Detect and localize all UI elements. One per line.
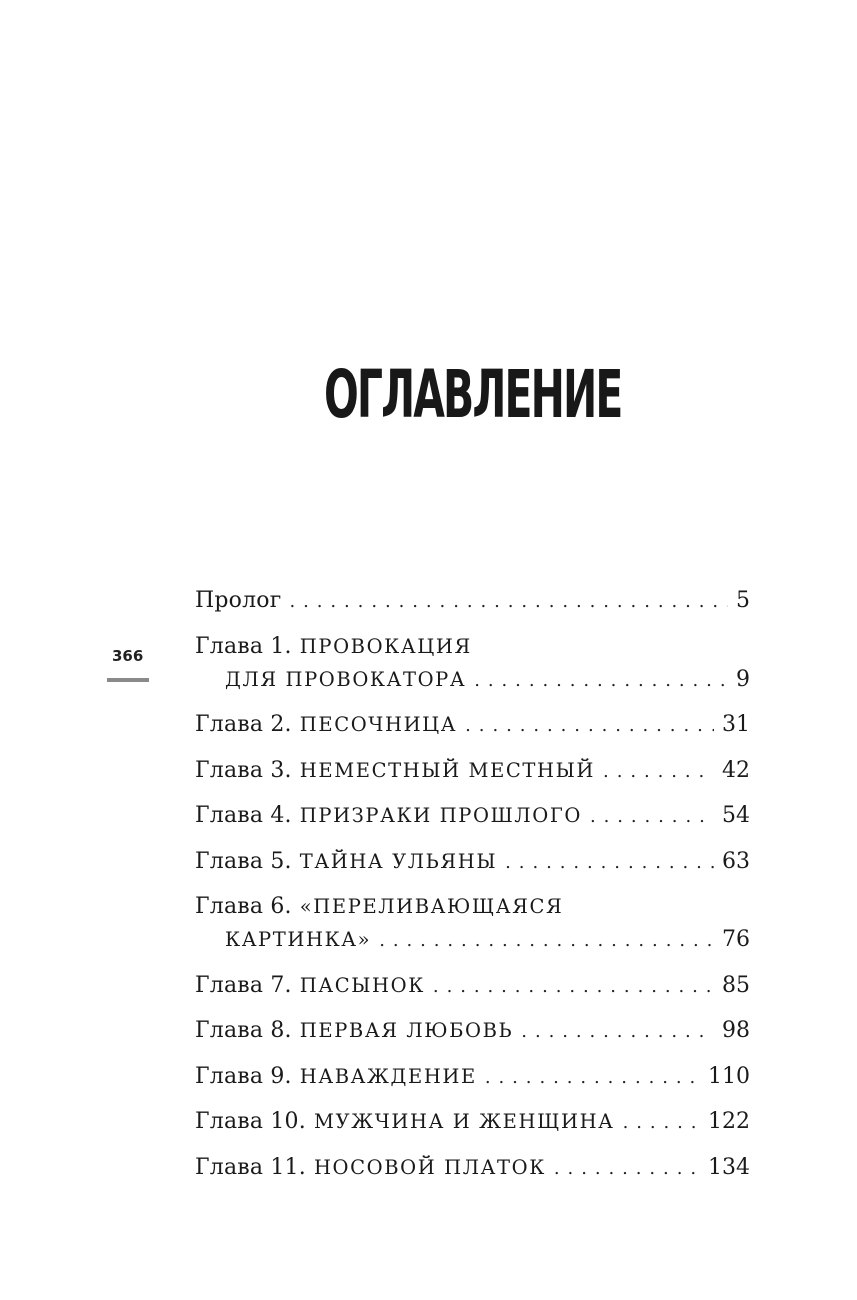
toc-line <box>195 969 750 1003</box>
toc-chapter-number: Глава 7. <box>195 972 292 998</box>
toc-entry-chapter-6[interactable] <box>195 890 750 957</box>
toc-chapter-title: НЕМЕСТНЫЙ МЕСТНЫЙ <box>299 758 596 782</box>
toc-chapter-title: НАВАЖДЕНИЕ <box>299 1064 477 1088</box>
toc-line <box>195 1151 750 1185</box>
toc-entry-chapter-7[interactable] <box>195 969 750 1003</box>
toc-entry-chapter-4[interactable] <box>195 799 750 833</box>
dot-leader <box>289 585 728 618</box>
toc-page-number: 122 <box>708 1109 750 1134</box>
toc-chapter-number: Глава 4. <box>195 803 292 828</box>
toc-chapter-number: Глава 11. <box>195 1154 306 1180</box>
dot-leader <box>433 970 714 1003</box>
toc-chapter-title: ПРИЗРАКИ ПРОШЛОГО <box>299 804 582 827</box>
toc-chapter-title: НОСОВОЙ ПЛАТОК <box>313 1155 546 1179</box>
toc-line <box>195 708 750 742</box>
toc-chapter-title: «ПЕРЕЛИВАЮЩАЯСЯ <box>299 895 564 918</box>
toc-chapter-number: Глава 5. <box>195 848 292 874</box>
dot-leader <box>465 709 714 742</box>
toc-chapter-number: Глава 8. <box>195 1018 292 1043</box>
toc-entry-chapter-10[interactable] <box>195 1105 750 1139</box>
toc-entry-chapter-3[interactable] <box>195 754 750 788</box>
toc-entry-chapter-5[interactable] <box>195 845 750 879</box>
toc-page-number: 134 <box>708 1154 750 1180</box>
toc-page-number: 9 <box>736 666 750 692</box>
toc-chapter-number: Глава 2. <box>195 712 292 737</box>
toc-chapter-title: ПЕРВАЯ ЛЮБОВЬ <box>299 1019 514 1042</box>
toc-page-number: 85 <box>722 972 750 998</box>
toc-page-number: 63 <box>722 848 750 874</box>
toc-page-number: 42 <box>722 757 750 783</box>
toc-page-number: 110 <box>708 1063 750 1089</box>
toc-line-continued <box>195 663 750 697</box>
toc-line <box>195 1014 750 1048</box>
dot-leader <box>485 1061 700 1094</box>
toc-line <box>195 584 750 618</box>
dot-leader <box>554 1152 700 1185</box>
toc-chapter-number: Глава 6. <box>195 894 292 919</box>
toc-chapter-title: ТАЙНА УЛЬЯНЫ <box>299 849 498 873</box>
toc-entry-chapter-11[interactable] <box>195 1151 750 1185</box>
toc-line <box>195 1060 750 1094</box>
page-number-rule <box>107 678 149 682</box>
dot-leader <box>474 664 728 697</box>
toc-line <box>195 799 750 833</box>
dot-leader <box>505 846 714 879</box>
toc-chapter-title: ПРОВОКАЦИЯ <box>299 634 472 658</box>
toc-entry-chapter-1[interactable] <box>195 630 750 697</box>
dot-leader <box>379 924 714 957</box>
toc-line <box>195 1105 750 1139</box>
toc-entry-chapter-9[interactable] <box>195 1060 750 1094</box>
toc-page-number: 98 <box>722 1018 750 1043</box>
toc-line <box>195 754 750 788</box>
toc-line <box>195 630 750 663</box>
table-of-contents <box>195 584 750 1196</box>
toc-chapter-title-continued: КАРТИНКА» <box>225 928 372 951</box>
page-title: ОГЛАВЛЕНИЕ <box>323 356 622 433</box>
toc-page-number: 76 <box>722 927 750 952</box>
toc-line <box>195 845 750 879</box>
toc-chapter-number: Глава 9. <box>195 1063 292 1089</box>
toc-entry-chapter-8[interactable] <box>195 1014 750 1048</box>
dot-leader <box>623 1106 700 1139</box>
toc-chapter-title: МУЖЧИНА И ЖЕНЩИНА <box>313 1110 615 1133</box>
toc-chapter-number: Глава 10. <box>195 1109 306 1134</box>
toc-chapter-title: ПЕСОЧНИЦА <box>299 713 458 736</box>
toc-chapter-number: Глава 1. <box>195 633 292 659</box>
toc-chapter-title: ПАСЫНОК <box>299 973 425 997</box>
dot-leader <box>603 755 714 788</box>
toc-entry-title: Пролог <box>195 588 282 613</box>
toc-entry-prologue[interactable] <box>195 584 750 618</box>
toc-page-number: 54 <box>722 803 750 828</box>
toc-page-number: 5 <box>736 588 750 613</box>
toc-entry-chapter-2[interactable] <box>195 708 750 742</box>
dot-leader <box>521 1015 714 1048</box>
toc-line-continued <box>195 923 750 957</box>
dot-leader <box>590 800 714 833</box>
toc-line <box>195 890 750 923</box>
page-number: 366 <box>112 647 144 665</box>
toc-chapter-title-continued: ДЛЯ ПРОВОКАТОРА <box>225 667 467 691</box>
toc-page-number: 31 <box>722 712 750 737</box>
toc-chapter-number: Глава 3. <box>195 757 292 783</box>
